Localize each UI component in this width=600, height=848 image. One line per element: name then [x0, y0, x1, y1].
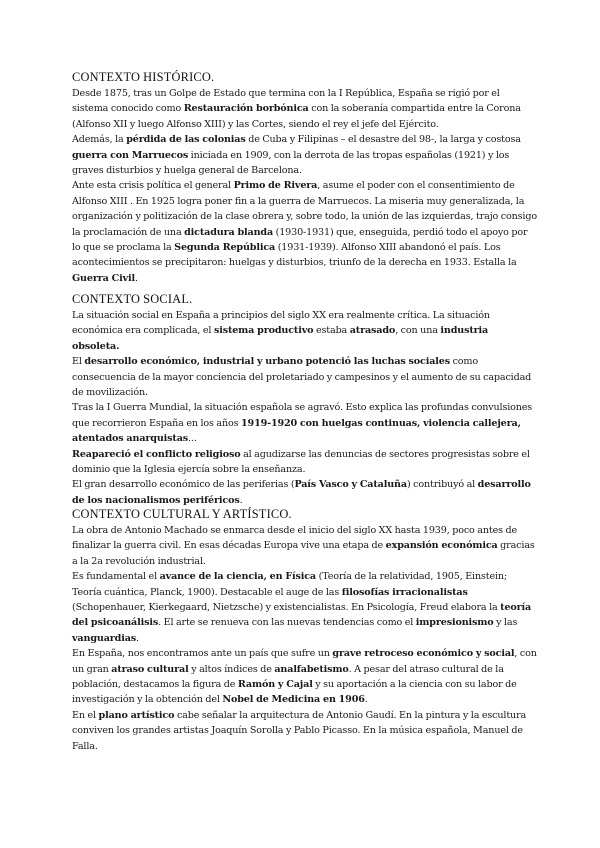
bold-text: vanguardias — [72, 632, 137, 644]
paragraph — [72, 569, 538, 646]
bold-text: analfabetismo — [274, 663, 349, 675]
text-run: como consecuencia de la mayor conciencia del proletariado y campesinos y el aumento de su capacidad de movilización. — [72, 356, 532, 399]
bold-text: dictadura blanda — [184, 226, 274, 238]
bold-text: guerra con Marruecos — [72, 149, 189, 161]
bold-text: desarrollo económico, industrial y urbano potenció las luchas sociales — [84, 356, 450, 368]
text-run: . A pesar del atraso cultural de la población, destacamos la figura de — [72, 663, 504, 691]
text-run: (Schopenhauer, Kierkegaard, Nietzsche) y existencialistas. En Psicología, Freud elabora la — [72, 602, 501, 614]
text-run: de Cuba y Filipinas – el desastre del 98-, la larga y costosa — [245, 134, 521, 146]
paragraph — [72, 400, 538, 446]
section-cultural-context — [72, 507, 538, 754]
bold-text: Guerra Civil — [72, 272, 135, 284]
text-run: . — [364, 694, 368, 706]
paragraph — [72, 447, 538, 478]
text-run: Tras la I Guerra Mundial, la situación española se agravó. Esto explica las profundas convulsiones que recorrieron España en los años — [72, 402, 533, 429]
bold-text: Ramón y Cajal — [237, 679, 313, 691]
paragraph — [72, 178, 538, 286]
bold-text: desarrollo de los nacionalismos periféricos — [72, 479, 531, 506]
text-run: , asume el poder con el consentimiento de Alfonso XIII . En 1925 logra poner fin a la guerra de Marruecos. La miseria muy generalizada, la organización y politización de la clase obrera y, sobre todo, la unión de las izquierdas, trajo consigo la proclamación de una — [72, 180, 537, 238]
text-run: Es fundamental el — [72, 571, 160, 583]
bold-text: País Vasco y Cataluña — [294, 479, 407, 491]
paragraph — [72, 308, 538, 354]
section-title: CONTEXTO SOCIAL. — [72, 292, 193, 306]
text-run: En el — [72, 709, 99, 721]
bold-text: Reapareció el conflicto religioso — [72, 448, 241, 460]
text-run: ... — [188, 433, 197, 445]
text-run: (1930-1931) que, enseguida, perdió todo el apoyo por lo que se proclama la — [72, 226, 528, 254]
text-run: y altos índices de — [188, 663, 275, 675]
paragraph — [72, 708, 538, 754]
section-title: CONTEXTO CULTURAL Y ARTÍSTICO. — [72, 507, 292, 521]
bold-text: Primo de Rivera — [233, 180, 318, 192]
text-run: La situación social en España a principios del siglo XX era realmente crítica. La situación económica era complicada, el — [72, 310, 490, 337]
paragraph — [72, 354, 538, 400]
section-title: CONTEXTO HISTÓRICO. — [72, 70, 215, 84]
bold-text: Nobel de Medicina en 1906 — [222, 694, 365, 706]
text-run: cabe señalar la arquitectura de Antonio Gaudí. En la pintura y la escultura conviven los grandes artistas Joaquín Sorolla y Pablo Picasso. En la música española, Manuel de Falla. — [72, 709, 527, 752]
text-run: La obra de Antonio Machado se enmarca desde el inicio del siglo XX hasta 1939, poco antes de finalizar la guerra civil. En esas décadas Europa vive una etapa de — [72, 525, 517, 552]
section-body — [72, 86, 538, 286]
paragraph — [72, 646, 538, 708]
text-run: . — [134, 272, 138, 284]
bold-text: grave retroceso económico y social — [332, 648, 515, 660]
text-run: (Teoría de la relatividad, 1905, Einstein; Teoría cuántica, Planck, 1900). Destacable el auge de las — [72, 571, 508, 598]
text-run: y su aportación a la ciencia con su labor de investigación y la obtención del — [72, 679, 517, 706]
text-run: gracias a la 2a revolución industrial. — [72, 540, 535, 567]
text-run: y las — [493, 617, 518, 629]
text-run: Además, la — [72, 134, 127, 146]
paragraph — [72, 477, 538, 508]
text-run: estaba — [313, 325, 350, 337]
text-run: . — [136, 632, 139, 644]
bold-text: expansión económica — [385, 540, 498, 552]
text-run: El gran desarrollo económico de las periferias ( — [72, 479, 295, 491]
bold-text: teoría del psicoanálisis — [72, 602, 532, 629]
text-run: El — [72, 356, 85, 368]
section-body — [72, 523, 538, 754]
section-historical-context — [72, 70, 538, 286]
paragraph — [72, 132, 538, 178]
text-run: ) contribuyó al — [406, 479, 478, 491]
section-social-context — [72, 292, 538, 508]
bold-text: impresionismo — [415, 617, 494, 629]
bold-text: sistema productivo — [213, 325, 314, 337]
bold-text: 1919-1920 con huelgas continuas, violencia callejera, atentados anarquistas — [72, 417, 521, 445]
text-run: En España, nos encontramos ante un país que sufre un — [72, 648, 333, 660]
bold-text: avance de la ciencia, en Física — [159, 571, 316, 583]
paragraph — [72, 523, 538, 569]
text-run: al agudizarse las denuncias de sectores progresistas sobre el dominio que la Iglesia ejercía sobre la enseñanza. — [72, 448, 530, 476]
bold-text: pérdida de las colonias — [126, 134, 246, 146]
text-run: , con un gran — [72, 648, 537, 675]
bold-text: filosofías irracionalistas — [341, 586, 468, 598]
section-body — [72, 308, 538, 508]
text-run: . — [239, 494, 243, 506]
text-run: , con una — [395, 325, 441, 337]
text-run: (1931-1939). Alfonso XIII abandonó el país. Los acontecimientos se precipitaron: huelgas y disturbios, triunfo de la derecha en 1933. Estalla la — [72, 242, 517, 269]
bold-text: industria obsoleta. — [72, 325, 489, 352]
text-run: iniciada en 1909, con la derrota de las tropas españolas (1921) y los graves disturbios y huelga general de Barcelona. — [72, 149, 510, 177]
bold-text: Segunda República — [174, 242, 276, 254]
text-run: . El arte se renueva con las nuevas tendencias como el — [158, 617, 416, 629]
bold-text: Restauración borbónica — [183, 103, 309, 115]
bold-text: plano artístico — [98, 709, 175, 721]
bold-text: atraso cultural — [111, 663, 189, 675]
paragraph — [72, 86, 538, 132]
text-run: con la soberanía compartida entre la Corona (Alfonso XII y luego Alfonso XIII) y las Cortes, siendo el rey el jefe del Ejército. — [72, 103, 521, 130]
text-run: Desde 1875, tras un Golpe de Estado que termina con la I República, España se rigió por el sistema conocido como — [72, 88, 500, 115]
text-run: Ante esta crisis política el general — [72, 180, 234, 192]
bold-text: atrasado — [349, 325, 396, 337]
